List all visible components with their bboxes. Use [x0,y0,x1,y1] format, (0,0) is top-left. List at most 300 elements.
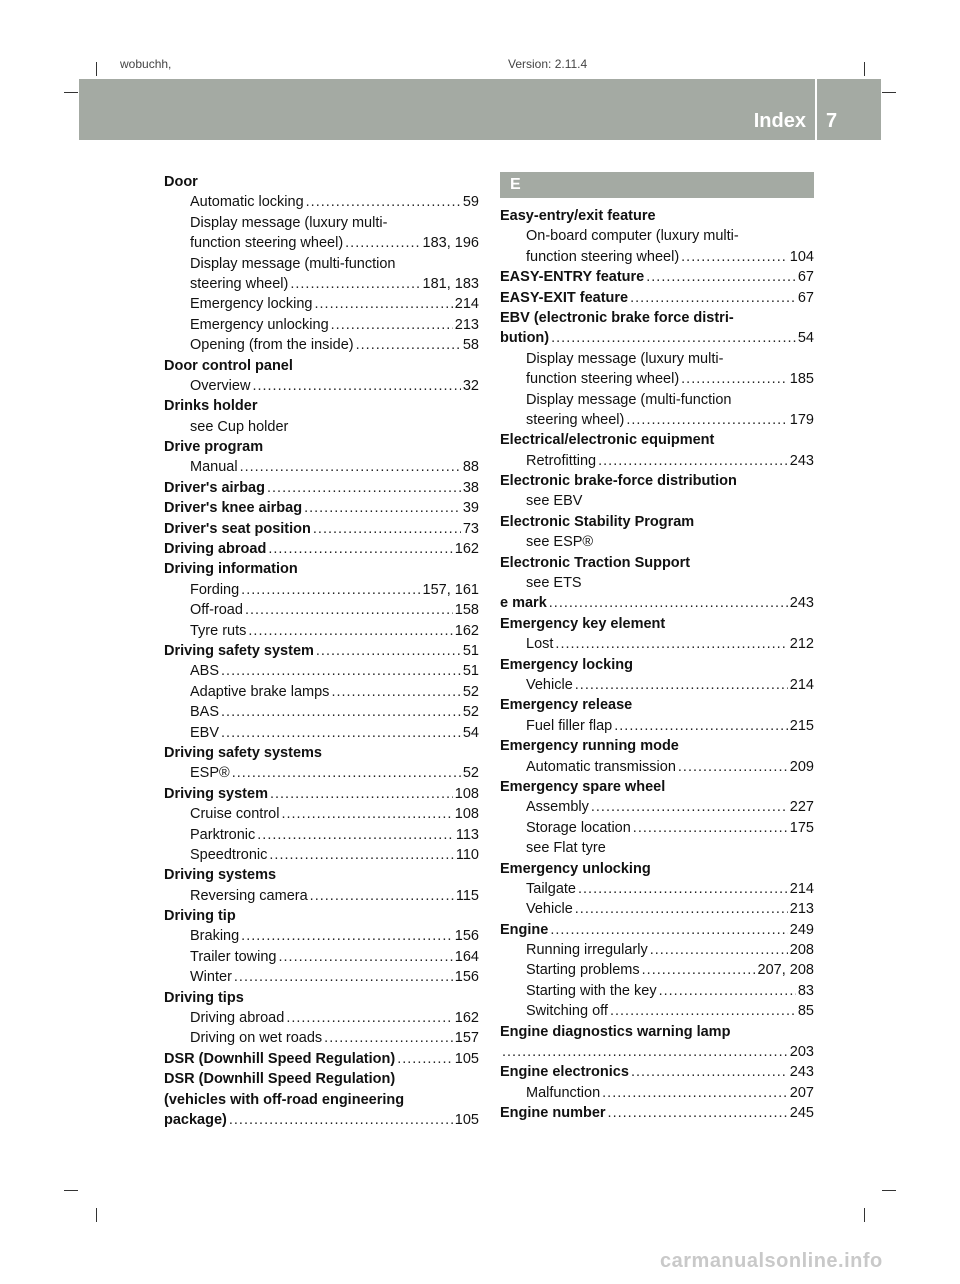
dot-leader [598,451,788,471]
index-entry-text: e mark [500,595,547,612]
index-entry-text: Reversing camera [190,887,308,904]
index-entry-text: Driving abroad [190,1010,285,1027]
index-entry-page: 67 [797,269,814,286]
index-entry [164,376,479,396]
index-entry-text: Automatic locking [190,194,304,211]
index-entry [500,920,814,940]
index-entry [500,267,814,287]
index-entry-text: see ETS [526,575,582,592]
index-entry-text: Emergency key element [500,615,666,632]
crop-mark [96,1208,97,1222]
dot-leader [578,879,788,899]
dot-leader [270,784,453,804]
index-entry [164,559,479,579]
index-entry [164,865,479,885]
index-entry [164,743,479,763]
index-entry-text: Storage location [526,819,631,836]
index-entry-page: 110 [455,846,479,863]
index-entry [500,797,814,817]
index-entry-page: 208 [789,942,814,959]
index-entry-page: 32 [462,377,479,394]
index-entry [500,308,814,328]
index-entry-text: Automatic transmission [526,758,676,775]
index-entry-text: Overview [190,377,251,394]
index-entry-text: Switching off [526,1003,608,1020]
index-entry-page: 52 [462,683,479,700]
index-entry [500,1001,814,1021]
index-entry [500,777,814,797]
index-entry [164,702,479,722]
index-entry-page: 52 [462,704,479,721]
index-entry [500,206,814,226]
index-entry-page: 215 [789,717,814,734]
index-entry [500,369,814,389]
dot-leader [241,580,420,600]
dot-leader [304,498,461,518]
dot-leader [240,457,461,477]
index-entry [500,736,814,756]
dot-leader [310,886,454,906]
index-entry-text: DSR (Downhill Speed Regulation) [164,1071,396,1088]
index-entry-page: 183, 196 [422,235,479,252]
dot-leader [631,1062,788,1082]
index-entry-page: 162 [454,541,479,558]
index-entry-text: Driving system [164,785,268,802]
index-entry-text: Door control panel [164,357,293,374]
index-entry [164,967,479,987]
dot-leader [241,926,453,946]
dot-leader [397,1049,453,1069]
dot-leader [650,940,788,960]
index-entry-text: Display message (multi-function [526,391,732,408]
index-entry [500,1022,814,1042]
dot-leader [221,723,461,743]
dot-leader [268,539,452,559]
index-entry-text: Engine [500,921,549,938]
index-entry-text: Emergency running mode [500,738,679,755]
crop-mark [882,92,896,93]
index-entry [500,818,814,838]
index-entry-text: Trailer towing [190,948,277,965]
index-entry-page: 113 [455,826,479,843]
crop-mark [882,1190,896,1191]
watermark: carmanualsonline.info [660,1250,883,1272]
index-entry-text: Driving abroad [164,541,267,558]
index-entry-text: Fuel filler flap [526,717,613,734]
index-entry-page: 245 [789,1105,814,1122]
index-entry-text: function steering wheel) [526,248,680,265]
dot-leader [324,1028,453,1048]
dot-leader [229,1110,453,1130]
index-entry-text: Engine diagnostics warning lamp [500,1023,731,1040]
index-entry [500,859,814,879]
index-entry-text: On-board computer (luxury multi- [526,228,739,245]
dot-leader [575,675,788,695]
index-entry-text: package) [164,1111,227,1128]
index-entry [500,349,814,369]
dot-leader [642,960,756,980]
crop-mark [864,62,865,76]
index-entry-page: 54 [797,330,814,347]
index-entry [500,573,814,593]
index-entry-text: Malfunction [526,1084,601,1101]
index-entry-text: Display message (luxury multi- [190,214,388,231]
index-entry-text: Driving systems [164,867,277,884]
dot-leader [269,845,453,865]
index-entry [500,675,814,695]
index-entry [164,1069,479,1089]
index-entry-text: bution) [500,330,550,347]
index-entry [500,430,814,450]
index-entry-text: Driving information [164,561,298,578]
index-entry-text: Driving on wet roads [190,1030,323,1047]
index-entry-text: (vehicles with off-road engineering [164,1091,405,1108]
index-entry [500,247,814,267]
index-entry [164,1110,479,1130]
index-entry [164,926,479,946]
index-entry-page: 54 [462,724,479,741]
crop-mark [96,62,97,76]
index-entry [164,845,479,865]
section-title: Index [753,110,806,132]
dot-leader [555,634,787,654]
crop-mark [64,92,78,93]
index-entry-page: 213 [454,316,479,333]
index-entry-page: 213 [789,901,814,918]
index-entry [164,437,479,457]
dot-leader [681,369,788,389]
index-entry [164,356,479,376]
index-entry-text: Driving tip [164,908,236,925]
dot-leader [221,661,461,681]
index-entry-page: 185 [789,371,814,388]
index-entry [164,315,479,335]
dot-leader [646,267,796,287]
index-entry-text: steering wheel) [190,275,289,292]
index-entry-text: function steering wheel) [526,371,680,388]
index-entry [164,172,479,192]
index-entry [164,1090,479,1110]
index-entry-text: steering wheel) [526,411,625,428]
index-entry [164,784,479,804]
index-entry-text: Braking [190,928,240,945]
index-entry [164,457,479,477]
index-entry [500,614,814,634]
index-entry [164,641,479,661]
index-entry-text: see Flat tyre [526,840,606,857]
index-entry-page: 179 [789,411,814,428]
index-entry [500,1062,814,1082]
file-name-label: wobuchh, [120,57,172,71]
index-entry [164,254,479,274]
index-entry-text: Cruise control [190,806,280,823]
index-entry-text: see Cup holder [190,418,289,435]
index-entry [164,417,479,437]
dot-leader [630,288,796,308]
dot-leader [286,1008,452,1028]
index-entry [500,879,814,899]
dot-leader [245,600,453,620]
dot-leader [551,328,796,348]
index-entry-text: Emergency spare wheel [500,778,666,795]
index-entry-text: Starting problems [526,962,640,979]
index-entry [500,899,814,919]
index-entry [500,410,814,430]
index-entry [164,1028,479,1048]
index-entry-page: 162 [454,622,479,639]
index-entry-page: 214 [454,296,479,313]
index-entry-page: 51 [462,642,479,659]
index-entry-page: 243 [789,452,814,469]
dot-leader [633,818,788,838]
index-entry-text: Engine number [500,1105,606,1122]
index-entry-page: 104 [789,248,814,265]
dot-leader [331,682,460,702]
index-entry-text: Driver's knee airbag [164,500,303,517]
dot-leader [221,702,461,722]
index-entry-text: Speedtronic [190,846,268,863]
dot-leader [681,247,788,267]
index-entry-text: Emergency unlocking [190,316,329,333]
index-entry-text: see EBV [526,493,583,510]
index-entry-text: see ESP® [526,534,594,551]
dot-leader [331,315,453,335]
index-entry [500,593,814,613]
index-entry [164,294,479,314]
dot-leader [591,797,788,817]
index-entry [500,634,814,654]
index-entry-page: 158 [454,602,479,619]
index-entry [164,192,479,212]
index-entry-text: Driving tips [164,989,244,1006]
dot-leader [550,920,787,940]
index-entry-text: Vehicle [526,676,573,693]
index-entry-text: DSR (Downhill Speed Regulation) [164,1050,396,1067]
crop-mark [64,1190,78,1191]
index-entry-text: Easy-entry/exit feature [500,208,656,224]
dot-leader [290,274,420,294]
index-entry-page: 83 [797,982,814,999]
index-entry-text: Emergency locking [190,296,313,313]
index-entry [500,491,814,511]
index-entry-text: Driving safety system [164,642,314,659]
dot-leader [315,294,453,314]
index-entry [500,471,814,491]
index-entry-text: Running irregularly [526,942,648,959]
index-entry [500,226,814,246]
index-entry-text: EASY-ENTRY feature [500,269,645,286]
index-column-right [500,172,814,1124]
dot-leader [575,899,788,919]
index-entry [164,825,479,845]
index-entry [164,947,479,967]
index-entry-text: Winter [190,969,232,986]
index-entry-page: 51 [462,663,479,680]
index-entry-page: 209 [789,758,814,775]
index-entry [164,906,479,926]
index-entry [500,288,814,308]
index-entry [164,661,479,681]
index-entry-page: 214 [789,676,814,693]
index-entry-page: 88 [462,459,479,476]
index-entry-text: EBV [190,724,220,741]
index-entry [500,716,814,736]
index-entry [164,580,479,600]
index-entry-page: 207 [789,1084,814,1101]
dot-leader [281,804,452,824]
version-label: Version: 2.11.4 [508,57,588,71]
index-entry-text: Tailgate [526,880,576,897]
index-entry-text: Driver's airbag [164,479,265,496]
page-number: 7 [826,110,838,132]
index-entry [500,532,814,552]
index-entry [500,390,814,410]
index-entry-text: Adaptive brake lamps [190,683,330,700]
index-entry [164,274,479,294]
index-entry [500,1103,814,1123]
index-entry-text: EASY-EXIT feature [500,289,629,306]
index-entry-text: Electronic brake-force distribution [500,473,737,490]
index-entry-text: Drive program [164,439,264,456]
index-entry-page: 243 [789,595,814,612]
index-entry-text: Emergency release [500,697,633,714]
dot-leader [659,981,796,1001]
index-entry-page: 58 [462,337,479,354]
index-entry [164,335,479,355]
index-entry [500,451,814,471]
index-entry [500,960,814,980]
index-entry-text: Electronic Traction Support [500,554,691,571]
index-entry [164,498,479,518]
index-entry [164,886,479,906]
dot-leader [267,478,461,498]
index-entry-text: Display message (multi-function [190,255,396,272]
index-entry-page: 175 [789,819,814,836]
index-entry-text: Starting with the key [526,982,657,999]
index-entry-text: Drinks holder [164,398,258,415]
index-entry-text: Parktronic [190,826,256,843]
index-entry-text: Display message (luxury multi- [526,350,724,367]
index-entry-page: 108 [454,806,479,823]
index-entry [164,723,479,743]
index-entry-page: 214 [789,880,814,897]
index-entry-text: function steering wheel) [190,235,344,252]
index-entry-text: Driving safety systems [164,744,322,761]
index-entry-page: 156 [454,928,479,945]
index-entry [500,553,814,573]
dot-leader [610,1001,796,1021]
index-entry [500,512,814,532]
index-entry [500,981,814,1001]
index-entry-text: Assembly [526,799,589,816]
index-entry-page: 105 [454,1050,479,1067]
index-entry-text: Electronic Stability Program [500,513,695,530]
index-entry [500,838,814,858]
dot-leader [257,825,454,845]
index-entry [164,621,479,641]
index-entry-page: 67 [797,289,814,306]
index-entry-page: 52 [462,765,479,782]
index-entry-page: 39 [462,500,479,517]
index-entry-page: 203 [789,1044,814,1061]
index-entry-page: 164 [454,948,479,965]
index-entry [164,213,479,233]
index-entry [164,519,479,539]
index-entry [164,600,479,620]
index-entry-page: 162 [454,1010,479,1027]
dot-leader [608,1103,788,1123]
index-entry-text: Electrical/electronic equipment [500,432,715,449]
index-entry-page: 227 [789,799,814,816]
index-entry-text: Lost [526,636,554,653]
index-entry [164,539,479,559]
index-entry-text: Emergency unlocking [500,860,651,877]
index-entry-page: 243 [789,1064,814,1081]
index-entry-page: 181, 183 [422,275,479,292]
index-entry-text: Manual [190,459,238,476]
index-entry-text: BAS [190,704,220,721]
dot-leader [252,376,460,396]
dot-leader [316,641,461,661]
index-entry [164,682,479,702]
index-entry-text: Vehicle [526,901,573,918]
index-entry-text: Off-road [190,602,243,619]
dot-leader [356,335,461,355]
index-entry-page: 85 [797,1003,814,1020]
index-entry-page: 115 [455,887,479,904]
index-entry [164,233,479,253]
index-entry-page: 38 [462,479,479,496]
dot-leader [279,947,453,967]
index-entry-page: 108 [454,785,479,802]
dot-leader [345,233,420,253]
crop-mark [864,1208,865,1222]
index-entry [164,1008,479,1028]
index-entry-text: ESP® [190,765,230,782]
dot-leader [313,519,461,539]
index-entry [164,988,479,1008]
index-entry [164,804,479,824]
index-entry-page: 73 [462,520,479,537]
index-entry-text: Engine electronics [500,1064,629,1081]
index-entry-text: Opening (from the inside) [190,337,354,354]
index-entry-text: Emergency locking [500,656,633,673]
index-entry [164,478,479,498]
index-entry [500,1083,814,1103]
letter-heading: E [500,172,814,198]
index-entry-page: 157, 161 [422,581,479,598]
index-entry-page: 249 [789,921,814,938]
index-entry-page: 212 [789,636,814,653]
dot-leader [614,716,788,736]
index-entry [500,695,814,715]
index-entry-text: EBV (electronic brake force distri- [500,309,734,326]
index-column-left [164,172,479,1130]
dot-leader [234,967,453,987]
index-entry-page: 105 [454,1111,479,1128]
dot-leader [306,192,461,212]
dot-leader [232,763,461,783]
index-entry-page: 207, 208 [757,962,814,979]
index-entry [164,1049,479,1069]
header-divider [815,79,817,140]
index-entry-text: ABS [190,663,220,680]
dot-leader [602,1083,788,1103]
index-entry-text: Fording [190,581,240,598]
dot-leader [678,757,788,777]
dot-leader [549,593,788,613]
dot-leader [248,621,452,641]
